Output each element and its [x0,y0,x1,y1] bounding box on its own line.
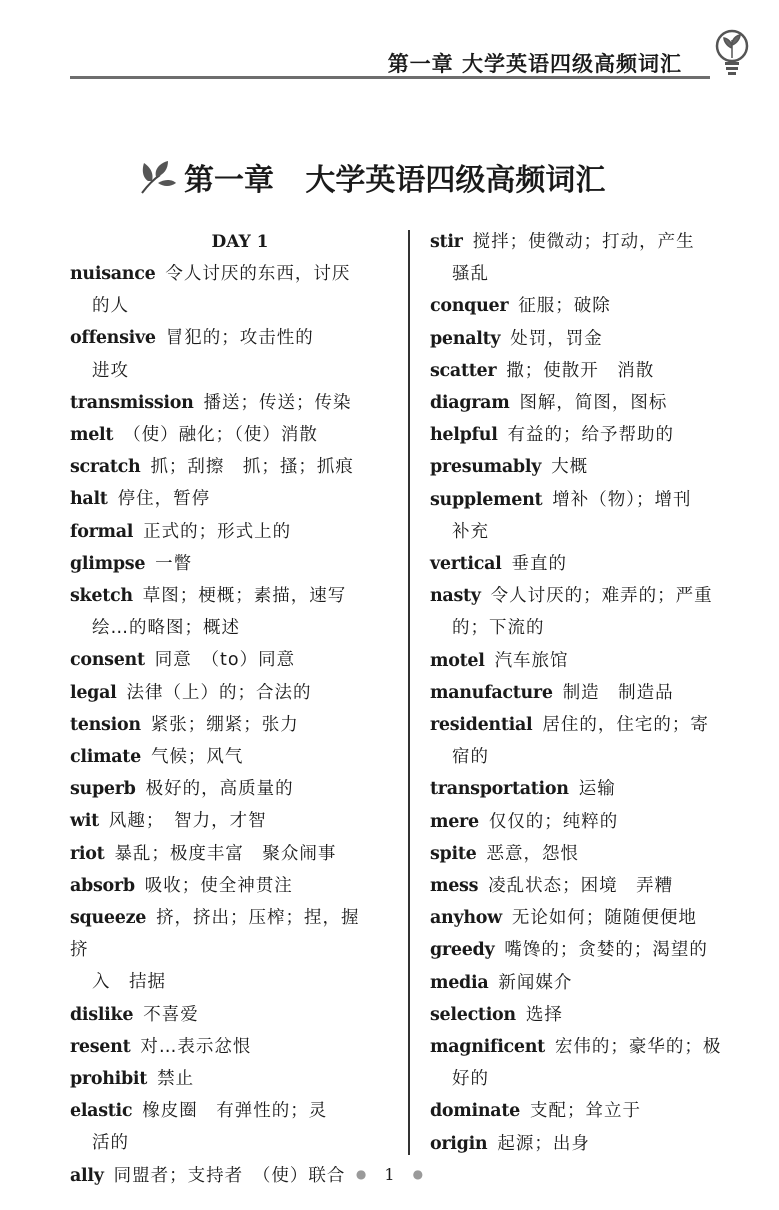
vocab-entry [70,741,390,773]
right-vocab-list [430,226,750,1160]
headword: climate [70,747,141,768]
vocab-entry [70,419,390,451]
definition-continued: 宿的 [452,747,489,768]
left-vocab-list [70,258,390,1192]
headword: ally [70,1165,104,1186]
headword: resent [70,1036,131,1057]
definition-continued: 的人 [92,296,129,317]
definition: 禁止 [157,1069,195,1090]
definition-continued: 好的 [452,1069,489,1090]
definition: 起源；出身 [497,1133,590,1154]
right-column [430,226,750,1160]
vocab-entry [70,838,390,870]
definition: 选择 [525,1004,563,1025]
vocab-entry [70,548,390,580]
vocab-entry [430,290,750,322]
definition: 暴乱；极度丰富 聚众闹事 [114,843,337,864]
headword: superb [70,779,136,800]
vocab-entry [70,870,390,902]
vocab-entry [70,677,390,709]
vocab-entry [430,226,750,258]
headword: absorb [70,875,135,896]
definition: 处罚，罚金 [510,328,603,349]
headword: residential [430,715,533,736]
headword: greedy [430,940,495,961]
vocab-entry [70,644,390,676]
definition: 运输 [578,779,616,800]
definition-continued: 入 拮据 [92,972,166,993]
vocab-entry [430,1095,750,1127]
definition: 一瞥 [155,553,193,574]
footer-dot-left: ● [355,1167,367,1181]
definition: 播送；传送；传染 [203,392,352,413]
headword: mess [430,876,479,897]
definition: 停住，暂停 [117,489,211,510]
definition: 同意 （to）同意 [154,650,296,671]
vocab-entry [430,580,750,612]
vocab-entry [430,1031,750,1063]
definition: 正式的；形式上的 [143,521,292,542]
definition: 极好的，高质量的 [145,779,294,800]
vocab-entry [430,677,750,709]
running-header [70,40,710,80]
vocab-entry [70,709,390,741]
definition: 令人讨厌的；难弄的；严重 [490,586,713,607]
headword: mere [430,811,479,832]
vocab-entry [430,709,750,741]
left-column [70,226,390,1192]
vocab-entry [430,451,750,483]
headword: scatter [430,360,497,381]
headword: melt [70,425,114,446]
day-heading: DAY 1 [211,232,269,252]
definition: 气候；风气 [150,747,244,768]
vocab-entry [430,838,750,870]
definition: 抓；刮擦 抓；搔；抓痕 [150,457,354,478]
definition: 支配；耸立于 [529,1101,641,1122]
definition: 新闻媒介 [498,972,573,993]
headword: media [430,972,489,993]
headword: tension [70,714,141,735]
vocab-entry [430,548,750,580]
headword: offensive [70,328,156,349]
headword: glimpse [70,553,146,574]
definition: 法律（上）的；合法的 [126,682,312,703]
definition: 垂直的 [511,554,567,575]
vocab-entry [70,902,390,966]
definition-continued: 的；下流的 [452,618,545,639]
definition: 无论如何；随随便便地 [511,908,697,929]
definition: 橡皮圈 有弹性的；灵 [142,1101,328,1122]
definition: 恶意，怨恨 [486,843,579,864]
definition: 征服；破除 [518,296,611,317]
headword: helpful [430,425,498,446]
definition-continued: 活的 [92,1133,129,1154]
headword: diagram [430,393,510,414]
headword: conquer [430,296,509,317]
vocab-entry [70,516,390,548]
headword: dominate [430,1101,520,1122]
footer-dot-right: ● [412,1167,424,1181]
vocab-entry [430,870,750,902]
vocab-entry [70,451,390,483]
vocab-entry [430,967,750,999]
definition: 风趣； 智力，才智 [108,811,267,832]
header-rule [70,76,710,79]
bulb-leaf-icon [712,28,752,76]
chapter-title: 第一章 大学英语四级高频词汇 [184,163,606,198]
definition: 草图；梗概；素描，速写 [142,586,347,607]
headword: nasty [430,586,481,607]
headword: transportation [430,779,569,800]
headword: elastic [70,1101,133,1122]
headword: nuisance [70,264,156,284]
headword: anyhow [430,908,502,929]
headword: formal [70,521,134,542]
headword: stir [430,232,463,252]
vocab-entry [430,323,750,355]
definition: 有益的；给予帮助的 [507,425,675,446]
definition: 紧张；绷紧；张力 [150,714,299,735]
definition: 同盟者；支持者 （使）联合 [113,1165,346,1186]
definition: 增补（物）；增刊 [552,489,692,510]
vocab-entry [430,387,750,419]
headword: supplement [430,489,543,510]
definition: （使）融化；（使）消散 [123,425,318,446]
headword: presumably [430,457,542,478]
page-footer [0,1165,779,1184]
headword: sketch [70,586,133,607]
definition: 制造 制造品 [562,682,674,703]
definition: 不喜爱 [143,1004,199,1025]
vocab-entry [70,1095,390,1127]
vocab-entry [70,805,390,837]
vocab-entry [430,773,750,805]
definition: 汽车旅馆 [494,650,569,671]
vocab-entry [70,258,390,290]
headword: wit [70,811,99,832]
definition: 宏伟的；豪华的；极 [554,1037,722,1058]
definition: 挤，挤出；压榨；捏，握 挤 [70,908,379,961]
headword: magnificent [430,1037,545,1058]
definition-continued: 进攻 [92,360,129,381]
vocab-entry [70,322,390,354]
leaf-icon [138,157,178,197]
headword: motel [430,650,485,671]
vocab-entry [430,806,750,838]
headword: squeeze [70,908,147,929]
vocab-entry [70,387,390,419]
definition: 图解，简图，图标 [519,393,668,414]
headword: selection [430,1004,516,1025]
vocab-entry [430,934,750,966]
vocab-entry [70,483,390,515]
definition: 搅拌；使微动；打动，产生 [472,232,695,252]
headword: manufacture [430,682,553,703]
vocab-entry [70,999,390,1031]
vocab-entry [430,1128,750,1160]
vocab-entry [70,580,390,612]
vocab-entry [430,419,750,451]
vocab-entry [70,1031,390,1063]
definition: 大概 [551,457,589,478]
vocab-entry [430,902,750,934]
column-divider [408,230,410,1155]
headword: halt [70,489,108,510]
definition-continued: 补充 [452,521,489,542]
definition: 对…表示忿恨 [140,1036,252,1057]
vocab-entry [70,1063,390,1095]
headword: dislike [70,1004,134,1025]
definition: 吸收；使全神贯注 [144,875,293,896]
definition: 仅仅的；纯粹的 [488,811,619,832]
definition: 令人讨厌的东西，讨厌 [165,264,351,284]
headword: prohibit [70,1069,148,1090]
definition: 嘴馋的；贪婪的；渴望的 [504,940,708,961]
headword: spite [430,843,477,864]
definition-continued: 骚乱 [452,264,489,285]
definition: 凌乱状态；困境 弄糟 [488,876,674,897]
definition-continued: 绘…的略图；概述 [92,618,240,639]
vocab-entry [430,645,750,677]
vocab-entry [70,773,390,805]
definition: 撒；使散开 消散 [506,360,655,381]
headword: vertical [430,554,502,575]
running-header-title: 第一章 大学英语四级高频词汇 [387,52,682,76]
vocab-entry [430,355,750,387]
headword: riot [70,843,105,864]
vocab-entry [430,999,750,1031]
headword: scratch [70,457,141,478]
headword: consent [70,650,145,671]
page-number: 1 [384,1165,395,1184]
headword: penalty [430,328,501,349]
chapter-heading [138,155,605,199]
vocab-entry [430,484,750,516]
headword: legal [70,682,117,703]
definition: 冒犯的；攻击性的 [165,328,314,349]
headword: origin [430,1133,488,1154]
definition: 居住的，住宅的；寄 [542,715,709,736]
headword: transmission [70,392,194,413]
